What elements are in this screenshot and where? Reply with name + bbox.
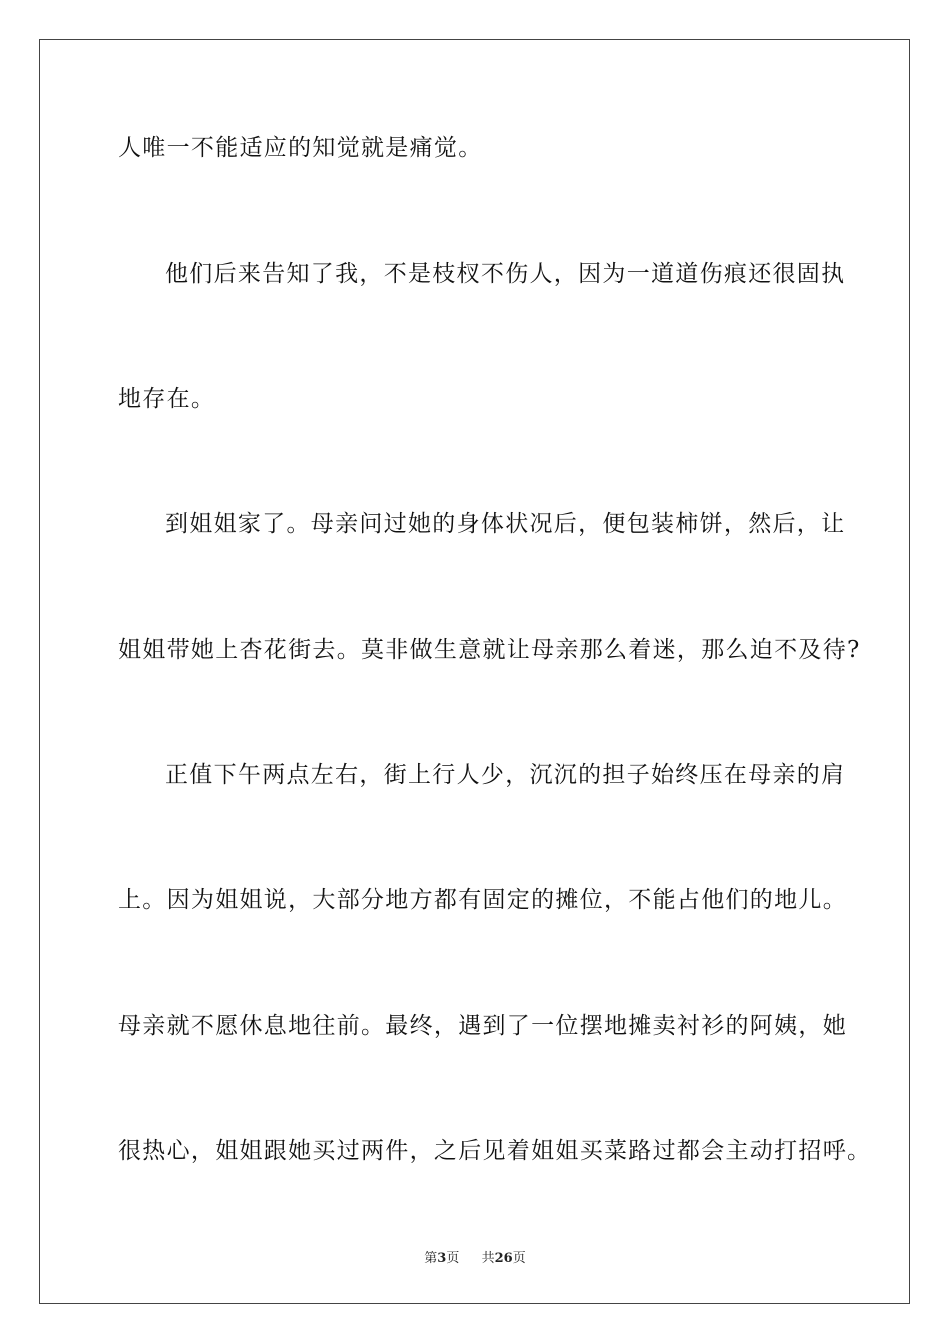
text-line: 人唯一不能适应的知觉就是痛觉。 [118,135,483,161]
page-suffix: 页 [446,1251,460,1266]
page-prefix: 第 [424,1251,438,1266]
page-number: 3 [437,1251,447,1266]
page-border [39,39,910,1304]
page-footer [0,1247,950,1266]
total-prefix: 共 [481,1251,495,1266]
text-line: 地存在。 [118,386,216,412]
text-line: 到姐姐家了。母亲问过她的身体状况后，便包装柿饼，然后，让 [165,511,846,537]
text-line: 正值下午两点左右，街上行人少，沉沉的担子始终压在母亲的肩 [165,762,846,788]
text-line: 很热心，姐姐跟她买过两件，之后见着姐姐买菜路过都会主动打招呼。 [118,1138,872,1164]
text-line: 母亲就不愿休息地往前。最终，遇到了一位摆地摊卖衬衫的阿姨，她 [118,1013,847,1039]
text-line: 他们后来告知了我，不是枝杈不伤人，因为一道道伤痕还很固执 [165,261,846,287]
total-pages: 26 [494,1251,513,1266]
text-line: 上。因为姐姐说，大部分地方都有固定的摊位，不能占他们的地儿。 [118,887,847,913]
total-suffix: 页 [512,1251,526,1266]
text-line: 姐姐带她上杏花街去。莫非做生意就让母亲那么着迷，那么迫不及待? [118,637,861,663]
